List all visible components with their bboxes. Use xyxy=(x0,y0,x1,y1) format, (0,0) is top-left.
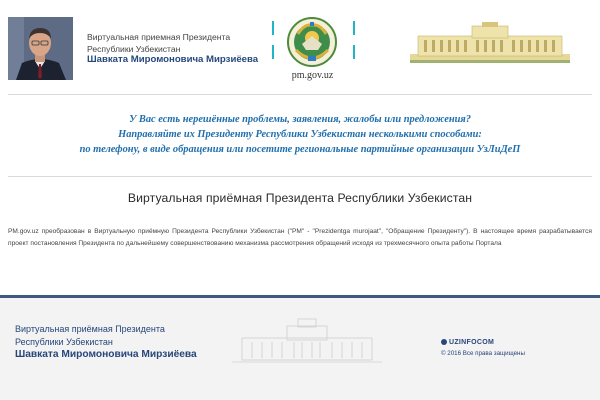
divider-bar xyxy=(353,21,355,35)
building-watermark-icon xyxy=(232,316,382,368)
footer-president-title xyxy=(15,323,205,349)
divider-bar xyxy=(272,21,274,35)
footer-name-line1: Виртуальная приёмная Президента xyxy=(15,324,165,334)
uzinfocom-mark-icon xyxy=(441,339,447,345)
header-name-line2: Республики Узбекистан xyxy=(87,44,181,54)
page-title: Виртуальная приёмная Президента Республики Узбекистан xyxy=(127,191,473,205)
president-portrait xyxy=(8,17,73,80)
divider-bar xyxy=(353,45,355,59)
footer-name-line2: Республики Узбекистан xyxy=(15,337,113,347)
header-name-line1: Виртуальная приемная Президента xyxy=(87,32,231,42)
appeal-line-1: У Вас есть нерешённые проблемы, заявления, жалобы или предложения? xyxy=(129,114,471,125)
state-emblem-icon[interactable] xyxy=(286,16,338,68)
footer-president-name: Шавката Миромоновича Мирзиёева xyxy=(15,349,197,360)
appeal-line-3: по телефону, в виде обращения или посетите региональные партийные организации УзЛиДеП xyxy=(79,144,521,155)
government-building-icon xyxy=(410,22,570,68)
uzinfocom-label: UZINFOCOM xyxy=(449,338,495,346)
divider-line xyxy=(8,94,592,95)
divider-bar xyxy=(272,45,274,59)
site-header xyxy=(0,0,600,92)
site-domain-label[interactable]: pm.gov.uz xyxy=(291,70,334,81)
uzinfocom-logo[interactable] xyxy=(441,337,494,347)
appeal-line-2: Направляйте их Президенту Республики Узбекистан несколькими способами: xyxy=(118,129,482,140)
divider-line xyxy=(8,176,592,177)
header-president-title xyxy=(87,31,267,55)
copyright-text: © 2016 Все права защищены xyxy=(441,350,525,357)
portal-description: PM.gov.uz преобразован в Виртуальную приёмную Президента Республики Узбекистан ("PM" - "Prezidentga murojaat", "Обращение Президенту"). В настоящее время разрабатывается проект постановления Президента по дальнейшему совершенствованию механизма рассмотрения обращений исходя из трехмесячного опыта работы Портала xyxy=(8,228,592,247)
header-president-name: Шавката Миромоновича Мирзиёева xyxy=(87,54,259,65)
appeal-message xyxy=(20,112,580,157)
